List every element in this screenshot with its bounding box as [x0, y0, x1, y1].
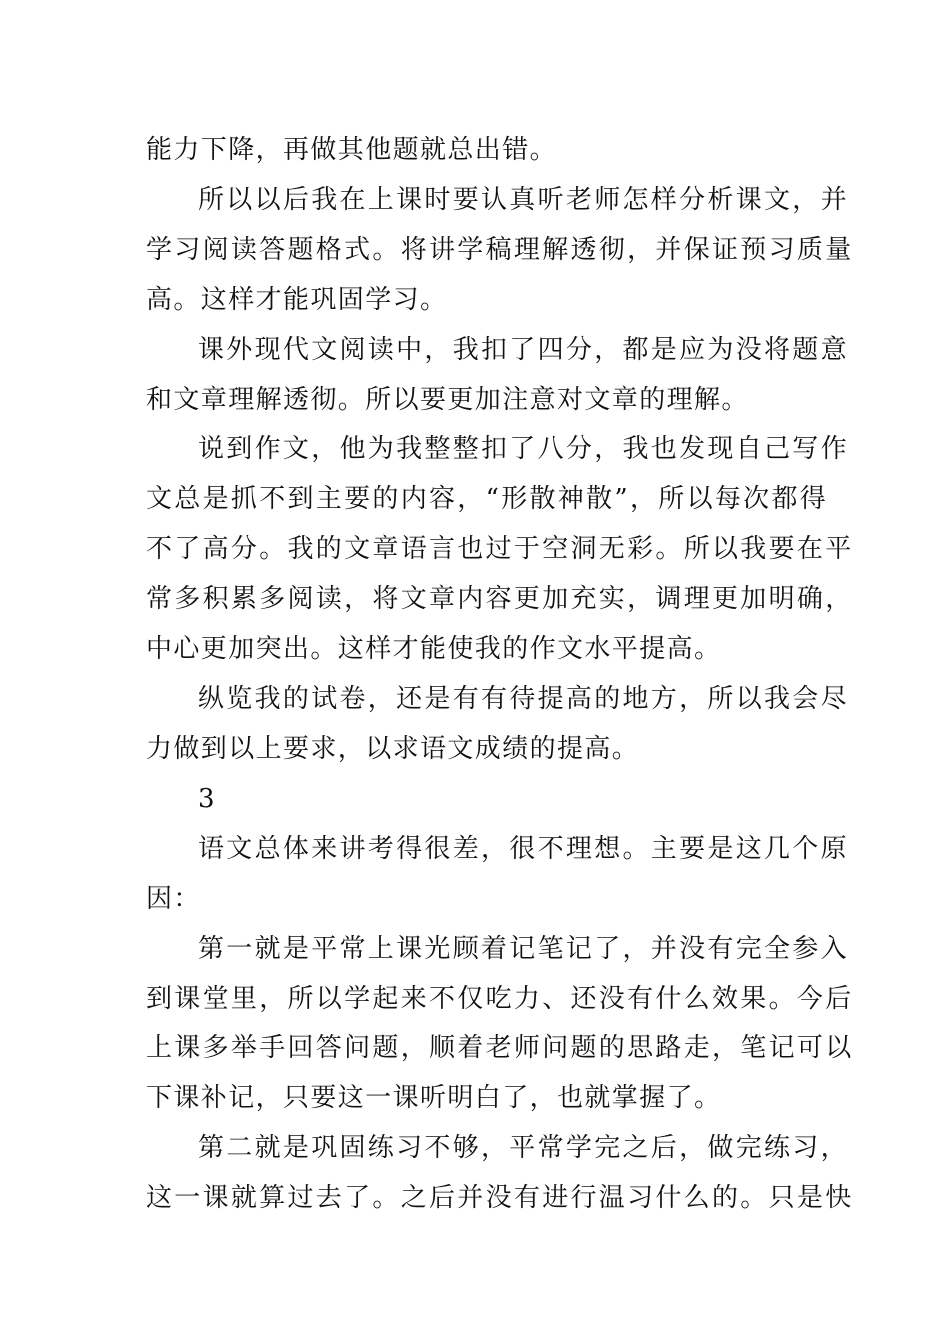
text-line: 因： — [146, 884, 201, 914]
text-line: 下课补记，只要这一课听明白了，也就掌握了。 — [146, 1083, 722, 1113]
text-line: 这一课就算过去了。之后并没有进行温习什么的。只是快 — [146, 1183, 854, 1213]
text-line: 语文总体来讲考得很差，很不理想。主要是这几个原 — [198, 834, 849, 864]
text-line: 能力下降，再做其他题就总出错。 — [146, 135, 558, 165]
text-line: 纵览我的试卷，还是有有待提高的地方，所以我会尽 — [198, 684, 849, 714]
text-line: 不了高分。我的文章语言也过于空洞无彩。所以我要在平 — [146, 534, 854, 564]
text-line: 文总是抓不到主要的内容，“形散神散”，所以每次都得 — [146, 484, 829, 514]
text-line: 第二就是巩固练习不够，平常学完之后，做完练习， — [198, 1133, 849, 1163]
text-line: 力做到以上要求，以求语文成绩的提高。 — [146, 734, 640, 764]
text-line: 所以以后我在上课时要认真听老师怎样分析课文，并 — [198, 185, 849, 215]
text-line: 和文章理解透彻。所以要更加注意对文章的理解。 — [146, 385, 749, 415]
text-line: 中心更加突出。这样才能使我的作文水平提高。 — [146, 634, 722, 664]
section-number: 3 — [198, 784, 215, 814]
text-line: 高。这样才能巩固学习。 — [146, 285, 448, 315]
text-line: 到课堂里，所以学起来不仅吃力、还没有什么效果。今后 — [146, 984, 854, 1014]
text-line: 学习阅读答题格式。将讲学稿理解透彻，并保证预习质量 — [146, 235, 854, 265]
text-line: 第一就是平常上课光顾着记笔记了，并没有完全参入 — [198, 934, 849, 964]
text-line: 说到作文，他为我整整扣了八分，我也发现自己写作 — [198, 434, 849, 464]
text-line: 上课多举手回答问题，顺着老师问题的思路走，笔记可以 — [146, 1033, 854, 1063]
text-line: 常多积累多阅读，将文章内容更加充实，调理更加明确， — [146, 584, 854, 614]
text-line: 课外现代文阅读中，我扣了四分，都是应为没将题意 — [198, 335, 849, 365]
